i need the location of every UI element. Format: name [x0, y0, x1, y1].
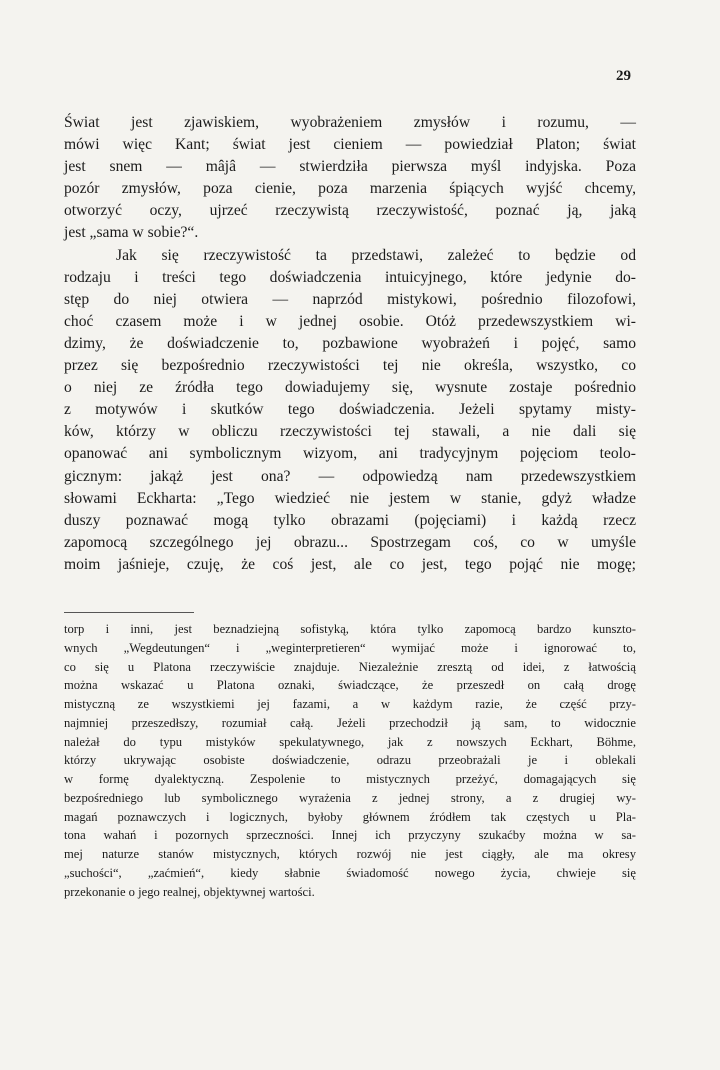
text-line: duszy poznawać mogą tylko obrazami (pojęciami) i każdą rzecz: [64, 511, 636, 529]
text-line: gicznym: jakąż jest ona? — odpowiedzą nam przedewszystkiem: [64, 467, 636, 485]
text-line: zapomocą szczególnego jej obrazu... Spostrzegam coś, co w umyśle: [64, 533, 636, 551]
text-line: dzimy, że doświadczenie to, pozbawione wyobrażeń i pojęć, samo: [64, 334, 636, 352]
text-line: rodzaju i treści tego doświadczenia intuicyjnego, które jedynie do-: [64, 268, 636, 286]
footnote-line: „suchości“, „zaćmień“, kiedy słabnie świadomość nowego życia, chwieje się: [64, 865, 636, 880]
text-line: pozór zmysłów, poza cienie, poza marzenia śpiących wyjść chcemy,: [64, 180, 636, 198]
footnote-line: przekonanie o jego realnej, objektywnej wartości.: [64, 884, 315, 899]
text-line: jest snem — mâjâ — stwierdziła pierwsza myśl indyjska. Poza: [64, 158, 636, 176]
footnote-line: tona wahań i pozornych sprzeczności. Innej ich przyczyny szukaćby można w sa-: [64, 828, 636, 843]
footnote-line: torp i inni, jest beznadziejną sofistyką, która tylko zapomocą bardzo kunszto-: [64, 622, 636, 636]
footnote-line: wnych „Wegdeutungen“ i „weginterpretieren“ wymijać może i ignorować to,: [64, 640, 636, 655]
footnote-line: mistyczną ze wszystkiemi jej fazami, a w każdym razie, że część przy-: [64, 697, 636, 711]
footnote-line: bezpośredniego lub symbolicznego wyrażenia z jednej strony, a z drugiej wy-: [64, 790, 636, 805]
text-line: mówi więc Kant; świat jest cieniem — powiedział Platon; świat: [64, 136, 636, 154]
text-line: ków, którzy w obliczu rzeczywistości tej stawali, a nie dali się: [64, 423, 636, 441]
footnote-rule: [64, 612, 194, 613]
footnote-line: magań poznawczych i logicznych, byłoby głównem źródłem tak częstych u Pla-: [64, 809, 636, 824]
text-line: choć czasem może i w jednej osobie. Otóż przedewszystkiem wi-: [64, 312, 636, 330]
text-line: przez się bezpośrednio rzeczywistości tej nie określa, wszystko, co: [64, 357, 636, 375]
page-number: 29: [616, 68, 631, 84]
text-line: słowami Eckharta: „Tego wiedzieć nie jestem w stanie, gdyż władze: [64, 489, 636, 507]
text-line: Jak się rzeczywistość ta przedstawi, zależeć to będzie od: [116, 246, 636, 264]
footnote-line: co się u Platona rzeczywiście znajduje. Niezależnie zresztą od idei, z łatwością: [64, 659, 636, 674]
text-line: stęp do niej otwiera — naprzód mistykowi, pośrednio filozofowi,: [64, 290, 636, 308]
main-text: [64, 112, 636, 576]
text-line: Świat jest zjawiskiem, wyobrażeniem zmysłów i rozumu, —: [64, 114, 636, 131]
footnote-line: można wskazać u Platona oznaki, świadczące, że przeszedł on całą drogę: [64, 678, 636, 693]
footnote: [64, 620, 636, 901]
text-line: o niej ze źródła tego dowiadujemy się, wysnute zostaje pośrednio: [64, 379, 636, 397]
text-line: otworzyć oczy, ujrzeć rzeczywistą rzeczywistość, poznać ją, jaką: [64, 202, 636, 220]
text-line: z motywów i skutków tego doświadczenia. Jeżeli spytamy misty-: [64, 401, 636, 419]
footnote-line: mej naturze stanów mistycznych, których rozwój nie jest ciągły, ale ma okresy: [64, 847, 636, 861]
footnote-line: którzy ukrywając osobiste doświadczenie, odrazu przeobrażali je i oblekali: [64, 753, 636, 768]
footnote-line: należał do typu mistyków spekulatywnego, jak z nowszych Eckhart, Böhme,: [64, 734, 636, 749]
footnote-line: najmniej przeszedłszy, rozumiał całą. Jeżeli przechodził ją sam, to widocznie: [64, 715, 636, 730]
footnote-line: w formę dyalektyczną. Zespolenie to mistycznych przeżyć, domagających się: [64, 772, 636, 786]
text-line: opanować ani symbolicznym wizyom, ani tradycyjnym pojęciom teolo-: [64, 445, 636, 463]
text-line: moim jaśnieje, czuję, że coś jest, ale co jest, tego pojąć nie mogę;: [64, 555, 636, 573]
text-line: jest „sama w sobie?“.: [64, 224, 199, 242]
